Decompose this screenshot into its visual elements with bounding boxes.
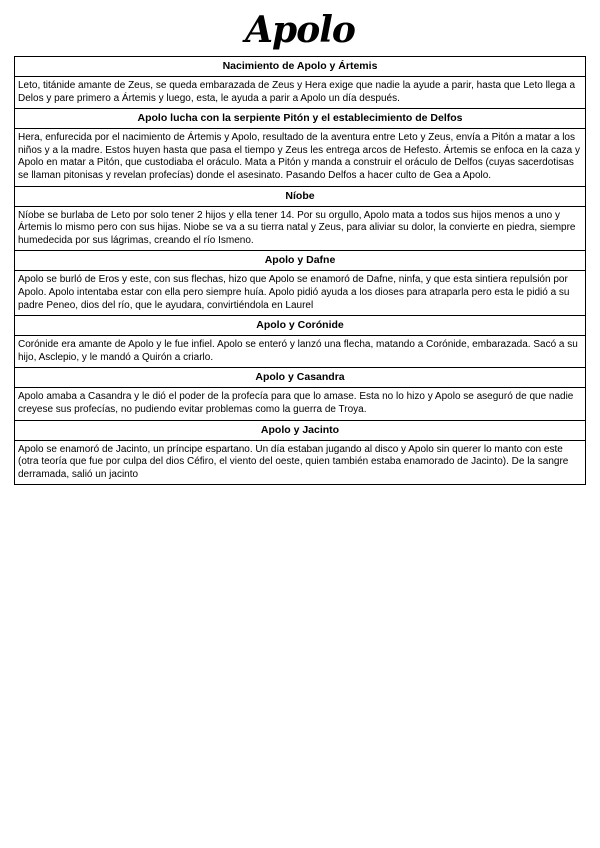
page-title: Apolo [245,9,355,51]
section-coronide [15,315,585,367]
section-heading: Apolo y Dafne [15,250,585,271]
section-text: Leto, titánide amante de Zeus, se queda embarazada de Zeus y Hera exige que nadie la ayude a parir, hasta que Leto llega a Delos y pare primero a Ártemis y luego, esta, le ayuda a parir a Apolo un día después. [18,80,576,104]
section-heading: Apolo y Casandra [15,367,585,388]
section-heading: Apolo lucha con la serpiente Pitón y el establecimiento de Delfos [15,108,585,129]
section-text: Corónide era amante de Apolo y le fue infiel. Apolo se enteró y lanzó una flecha, matando a Corónide, embarazada. Sacó a su hijo, Asclepio, y le mandó a Quirón a criarlo. [18,339,578,363]
section-text: Hera, enfurecida por el nacimiento de Ártemis y Apolo, resultado de la aventura entre Leto y Zeus, envía a Pitón a matar a los niños y a la madre. Estos huyen hasta que pasa el tiempo y Zeus les entrega arcos de Hefesto. Ártemis se enfoca en la caza y Apolo en matar a Pitón, que custodiaba el oráculo. Mata a Pitón y manda a construir el oráculo de Delfos (cuyas sacerdotisas se llaman pitonisas y revelan profecías) donde el asesinato. Pasando Delfos a hacer culto de Gea a Apolo. [18,132,580,181]
section-text: Apolo amaba a Casandra y le dió el poder de la profecía para que lo amase. Esta no lo hizo y Apolo se aseguró de que nadie creyese sus profecías, no pudiendo evitar problemas como la guerra de Troya. [18,391,574,415]
section-niobe [15,186,585,251]
section-text: Apolo se burló de Eros y este, con sus flechas, hizo que Apolo se enamoró de Dafne, ninfa, y que esta sintiera repulsión por Apolo. Apolo intentaba estar con ella pero siempre huía. Apolo pidió ayuda a los dioses para atraparla pero esta le pidió a su padre Peneo, dios del río, que le ayudara, convirtiéndola en Laurel [18,274,570,311]
section-nacimiento [15,56,585,108]
section-text: Níobe se burlaba de Leto por solo tener 2 hijos y ella tener 14. Por su orgullo, Apolo mata a todos sus hijos menos a uno y Ártemis lo mismo pero con sus hijas. Niobe se va a su tierra natal y Zeus, para aliviar su dolor, la convierte en piedra, siempre humedecida por sus lágrimas, creando el río Ismeno. [18,209,576,246]
section-heading: Apolo y Corónide [15,315,585,336]
section-dafne [15,250,585,315]
section-text: Apolo se enamoró de Jacinto, un príncipe espartano. Un día estaban jugando al disco y Apolo sin querer lo manto con este (otra teoría que fue por culpa del dios Céfiro, el viento del oeste, quien también estaba enamorado de Jacinto). De la sangre derramada, salió un jacinto [18,443,569,480]
section-heading: Níobe [15,186,585,207]
section-heading: Apolo y Jacinto [15,420,585,441]
section-jacinto [15,420,585,485]
myth-sections-table [14,56,586,485]
section-casandra [15,367,585,419]
section-heading: Nacimiento de Apolo y Ártemis [15,56,585,77]
section-piton-delfos [15,108,585,185]
